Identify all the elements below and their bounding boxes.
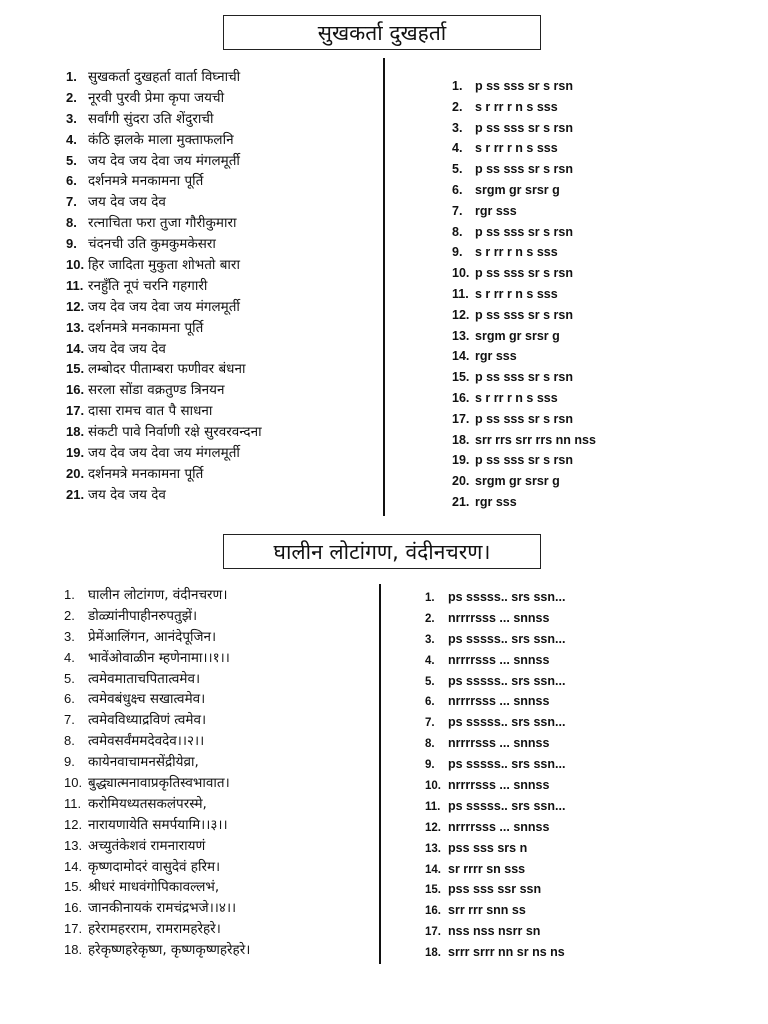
section-2-divider [379, 584, 381, 964]
lyric-line [64, 752, 250, 773]
line-number: 15. [66, 361, 85, 377]
line-number: 1. [452, 79, 463, 93]
line-number: 17. [64, 921, 83, 937]
line-number: 13. [64, 837, 83, 853]
lyric-line [66, 318, 262, 339]
lyric-line [64, 794, 250, 815]
line-number: 18. [64, 942, 83, 958]
lyric-line [64, 689, 250, 710]
notation-line [452, 346, 596, 367]
line-number: 9. [64, 754, 75, 770]
line-number: 14. [425, 863, 441, 876]
notation-line [425, 608, 565, 629]
notation-line-text: nrrrrsss ... snnss [448, 610, 550, 625]
lyric-line [66, 88, 262, 109]
line-number: 10. [66, 257, 85, 273]
notation-line-text: p ss sss sr s rsn [475, 453, 573, 468]
notation-line [425, 754, 565, 775]
lyric-line-text: जय देव जय देव [88, 486, 166, 503]
line-number: 11. [64, 795, 82, 811]
line-number: 12. [64, 816, 83, 832]
lyric-line-text: भावेंओवाळीन म्हणेनामा।।१।। [88, 649, 230, 666]
notation-line [452, 471, 596, 492]
notation-line-text: p ss sss sr s rsn [475, 120, 573, 135]
lyric-line [64, 627, 250, 648]
line-number: 12. [425, 821, 441, 834]
notation-line-text: srrr srrr nn sr ns ns [448, 945, 565, 960]
line-number: 18. [425, 947, 441, 960]
notation-line [452, 409, 596, 430]
lyric-line-text: जय देव जय देव [88, 340, 166, 357]
lyric-line-text: दर्शनमत्रे मनकामना पूर्ति [88, 319, 204, 336]
lyric-line-text: घालीन लोटांगण, वंदीनचरण। [88, 587, 228, 603]
section-2-lyrics-list [64, 585, 250, 961]
notation-line-text: ps sssss.. srs ssn... [448, 590, 566, 604]
line-number: 16. [452, 390, 470, 405]
line-number: 6. [64, 691, 75, 707]
notation-line-text: nrrrrsss ... snnss [448, 694, 550, 709]
notation-line-text: p ss sss sr s rsn [475, 266, 573, 281]
line-number: 4. [64, 649, 75, 665]
lyric-line [64, 940, 250, 961]
notation-line-text: srr rrs srr rrs nn nss [475, 432, 596, 447]
notation-line [452, 201, 596, 222]
section-1-lyrics-list [66, 67, 262, 506]
line-number: 2. [66, 89, 77, 105]
section-2-title: घालीन लोटांगण, वंदीनचरण। [223, 534, 541, 569]
line-number: 6. [425, 696, 435, 709]
lyric-line [64, 606, 250, 627]
notation-line-text: srr rrr snn ss [448, 903, 526, 918]
line-number: 3. [64, 628, 75, 644]
lyric-line-text: दर्शनमत्रे मनकामना पूर्ति [88, 173, 204, 190]
lyric-line [66, 151, 262, 172]
line-number: 10. [452, 266, 470, 281]
line-number: 10. [425, 780, 441, 793]
section-1-title: सुखकर्ता दुखहर्ता [223, 15, 541, 50]
line-number: 17. [452, 411, 470, 426]
notation-line [452, 222, 596, 243]
lyric-line [66, 485, 262, 506]
lyric-line [64, 731, 250, 752]
lyric-line [64, 648, 250, 669]
notation-line-text: rgr sss [475, 494, 517, 509]
line-number: 18. [66, 424, 85, 440]
line-number: 2. [452, 99, 463, 114]
lyric-line [66, 401, 262, 422]
lyric-line-text: नूरवी पुरवी प्रेमा कृपा जयची [88, 89, 225, 106]
notation-line [452, 118, 596, 139]
line-number: 4. [425, 654, 435, 667]
notation-line [425, 775, 565, 796]
section-2-notation-list [425, 587, 565, 963]
lyric-line-text: प्रेमेंआलिंगन, आनंदेपूजिन। [88, 628, 217, 645]
lyric-line-text: नारायणायेति समर्पयामि।।३।। [88, 816, 228, 833]
notation-line [425, 650, 565, 671]
notation-line-text: p ss sss sr s rsn [475, 79, 573, 93]
notation-line-text: s r rr r n s sss [475, 141, 558, 156]
lyric-line [64, 585, 250, 606]
notation-line [452, 284, 596, 305]
notation-line [452, 180, 596, 201]
line-number: 21. [66, 486, 85, 502]
line-number: 11. [425, 800, 441, 813]
line-number: 2. [425, 612, 435, 625]
line-number: 5. [425, 675, 435, 688]
line-number: 14. [64, 858, 83, 874]
lyric-line [66, 297, 262, 318]
line-number: 7. [64, 712, 75, 728]
line-number: 10. [64, 775, 83, 791]
notation-line-text: ps sssss.. srs ssn... [448, 631, 566, 646]
line-number: 2. [64, 607, 75, 623]
notation-line-text: p ss sss sr s rsn [475, 370, 573, 385]
notation-line-text: sr rrrr sn sss [448, 861, 526, 876]
lyric-line-text: लम्बोदर पीताम्बरा फणीवर बंधना [88, 361, 246, 378]
line-number: 14. [452, 349, 470, 364]
line-number: 8. [452, 224, 463, 239]
notation-line-text: pss sss srs n [448, 840, 528, 855]
lyric-line-text: जय देव जय देवा जय मंगलमूर्ती [88, 445, 240, 462]
notation-line [425, 859, 565, 880]
line-number: 17. [425, 926, 441, 939]
lyric-line-text: कृष्णदामोदरं वासुदेवं हरिम। [88, 858, 221, 875]
lyric-line-text: हरेकृष्णहरेकृष्ण, कृष्णकृष्णहरेहरे। [88, 942, 251, 959]
notation-line-text: nrrrrsss ... snnss [448, 652, 550, 667]
line-number: 7. [452, 203, 463, 218]
lyric-line-text: सुखकर्ता दुखहर्ता वार्ता विघ्नाची [88, 69, 241, 85]
notation-line-text: rgr sss [475, 349, 517, 364]
lyric-line-text: जय देव जय देवा जय मंगलमूर्ती [88, 298, 240, 315]
lyric-line [66, 130, 262, 151]
lyric-line [66, 192, 262, 213]
line-number: 19. [452, 453, 470, 468]
lyric-line-text: करोमियध्यतसकलंपरस्मे, [88, 795, 207, 812]
notation-line-text: p ss sss sr s rsn [475, 224, 573, 239]
line-number: 6. [452, 182, 463, 197]
line-number: 4. [452, 141, 463, 156]
line-number: 5. [452, 162, 463, 177]
lyric-line-text: जय देव जय देवा जय मंगलमूर्ती [88, 152, 240, 169]
lyric-line [64, 898, 250, 919]
line-number: 8. [66, 215, 77, 231]
notation-line [425, 817, 565, 838]
notation-line [425, 879, 565, 900]
section-1-divider [383, 58, 385, 516]
lyric-line [66, 276, 262, 297]
notation-line-text: nrrrrsss ... snnss [448, 736, 550, 751]
notation-line [452, 97, 596, 118]
line-number: 1. [66, 69, 77, 84]
line-number: 15. [425, 884, 441, 897]
notation-line [452, 242, 596, 263]
notation-line-text: ps sssss.. srs ssn... [448, 715, 566, 730]
lyric-line [66, 213, 262, 234]
lyric-line [66, 234, 262, 255]
notation-line-text: pss sss ssr ssn [448, 882, 542, 897]
lyric-line-text: त्वमेवमाताचपितात्वमेव। [88, 670, 201, 687]
notation-line [425, 587, 565, 608]
line-number: 9. [452, 245, 463, 260]
lyric-line [64, 857, 250, 878]
lyric-line [66, 109, 262, 130]
notation-line-text: nrrrrsss ... snnss [448, 778, 550, 793]
line-number: 5. [66, 152, 77, 168]
notation-line [452, 263, 596, 284]
notation-line [452, 430, 596, 451]
lyric-line-text: कंठि झलके माला मुक्ताफलनि [88, 131, 234, 148]
line-number: 3. [66, 110, 77, 126]
line-number: 8. [425, 738, 435, 751]
line-number: 1. [64, 587, 75, 602]
line-number: 18. [452, 432, 470, 447]
line-number: 8. [64, 733, 75, 749]
line-number: 12. [66, 298, 85, 314]
lyric-line-text: त्वमेवविध्याद्रविणं त्वमेव। [88, 712, 207, 729]
notation-line [452, 76, 596, 97]
line-number: 3. [452, 120, 463, 135]
notation-line [425, 671, 565, 692]
notation-line [425, 796, 565, 817]
notation-line [452, 326, 596, 347]
lyric-line [66, 339, 262, 360]
notation-line [425, 691, 565, 712]
line-number: 11. [66, 277, 84, 293]
lyric-line [64, 773, 250, 794]
notation-line [452, 138, 596, 159]
lyric-line [64, 815, 250, 836]
line-number: 16. [425, 905, 441, 918]
notation-line [452, 367, 596, 388]
lyric-line-text: सर्वांगी सुंदरा उति शेंदुराची [88, 110, 214, 127]
lyric-line [64, 919, 250, 940]
notation-line-text: rgr sss [475, 203, 517, 218]
lyric-line-text: रत्नाचिता फरा तुजा गौरीकुमारा [88, 215, 237, 232]
notation-line-text: s r rr r n s sss [475, 245, 558, 260]
lyric-line [64, 877, 250, 898]
lyric-line [66, 443, 262, 464]
lyric-line-text: अच्युतंकेशवं रामनारायणं [88, 837, 206, 854]
line-number: 21. [452, 494, 470, 509]
notation-line-text: s r rr r n s sss [475, 390, 558, 405]
lyric-line-text: दासा रामच वात पै साधना [88, 403, 213, 420]
lyric-line-text: त्वमेवसर्वंममदेवदेव।।२।। [88, 733, 205, 750]
lyric-line-text: डोळ्यांनीपाहीनरुपतुझें। [88, 607, 198, 624]
lyric-line [66, 359, 262, 380]
line-number: 7. [66, 194, 77, 210]
lyric-line-text: सरला सोंडा वक्रतुण्ड त्रिनयन [88, 382, 225, 399]
lyric-line [64, 669, 250, 690]
notation-line [452, 450, 596, 471]
line-number: 17. [66, 403, 85, 419]
notation-line-text: nrrrrsss ... snnss [448, 819, 550, 834]
notation-line-text: srgm gr srsr g [475, 328, 560, 343]
line-number: 20. [66, 465, 85, 481]
lyric-line-text: त्वमेवबंधुक्ष्च सखात्वमेव। [88, 691, 206, 708]
line-number: 3. [425, 633, 435, 646]
line-number: 16. [64, 900, 83, 916]
notation-line [425, 942, 565, 963]
notation-line-text: nss nss nsrr sn [448, 924, 541, 939]
notation-line-text: p ss sss sr s rsn [475, 411, 573, 426]
lyric-line-text: कायेनवाचामनसेंद्रीयेव्रा, [88, 754, 199, 771]
lyric-line-text: चंदनची उति कुमकुमकेसरा [88, 236, 216, 253]
line-number: 6. [66, 173, 77, 189]
lyric-line [66, 67, 262, 88]
lyric-line-text: रनहुँति नूपं चरनि गहगारी [88, 277, 208, 294]
lyric-line [66, 422, 262, 443]
line-number: 13. [425, 842, 441, 855]
notation-line-text: p ss sss sr s rsn [475, 162, 573, 177]
lyric-line-text: जानकीनायकं रामचंद्रभजे।।४।। [88, 900, 237, 917]
lyric-line [64, 710, 250, 731]
notation-line-text: ps sssss.. srs ssn... [448, 757, 566, 772]
notation-line [425, 921, 565, 942]
line-number: 20. [452, 474, 470, 489]
lyric-line [66, 255, 262, 276]
line-number: 14. [66, 340, 85, 356]
section-1-notation-list [452, 76, 596, 513]
lyric-line-text: दर्शनमत्रे मनकामना पूर्ति [88, 465, 204, 482]
lyric-line [66, 464, 262, 485]
notation-line-text: ps sssss.. srs ssn... [448, 673, 566, 688]
notation-line [452, 159, 596, 180]
line-number: 4. [66, 131, 77, 147]
line-number: 9. [66, 236, 77, 252]
lyric-line [64, 836, 250, 857]
line-number: 12. [452, 307, 470, 322]
line-number: 9. [425, 759, 435, 772]
line-number: 5. [64, 670, 75, 686]
lyric-line-text: जय देव जय देव [88, 194, 166, 211]
notation-line-text: ps sssss.. srs ssn... [448, 798, 566, 813]
notation-line-text: s r rr r n s sss [475, 99, 558, 114]
lyric-line-text: श्रीधरं माधवंगोपिकावल्लभं, [88, 879, 220, 896]
notation-line [425, 712, 565, 733]
lyric-line [66, 380, 262, 401]
line-number: 15. [452, 370, 470, 385]
line-number: 16. [66, 382, 85, 398]
line-number: 13. [66, 319, 85, 335]
notation-line [425, 629, 565, 650]
line-number: 19. [66, 445, 85, 461]
line-number: 1. [425, 592, 435, 604]
line-number: 15. [64, 879, 83, 895]
notation-line-text: p ss sss sr s rsn [475, 307, 573, 322]
lyric-line-text: संकटी पावे निर्वाणी रक्षे सुरवरवन्दना [88, 424, 262, 441]
notation-line [425, 838, 565, 859]
notation-line [452, 388, 596, 409]
notation-line-text: srgm gr srsr g [475, 182, 560, 197]
notation-line-text: srgm gr srsr g [475, 474, 560, 489]
lyric-line-text: हिर जादिता मुकुता शोभतो बारा [88, 257, 240, 274]
notation-line-text: s r rr r n s sss [475, 286, 558, 301]
lyric-line-text: बुद्ध्यात्मनावाप्रकृतिस्वभावात। [88, 775, 230, 792]
notation-line [452, 492, 596, 513]
lyric-line-text: हरेरामहरराम, रामरामहरेहरे। [88, 921, 221, 938]
notation-line [425, 733, 565, 754]
notation-line [452, 305, 596, 326]
line-number: 7. [425, 717, 435, 730]
notation-line [425, 900, 565, 921]
line-number: 13. [452, 328, 470, 343]
lyric-line [66, 171, 262, 192]
line-number: 11. [452, 286, 469, 301]
